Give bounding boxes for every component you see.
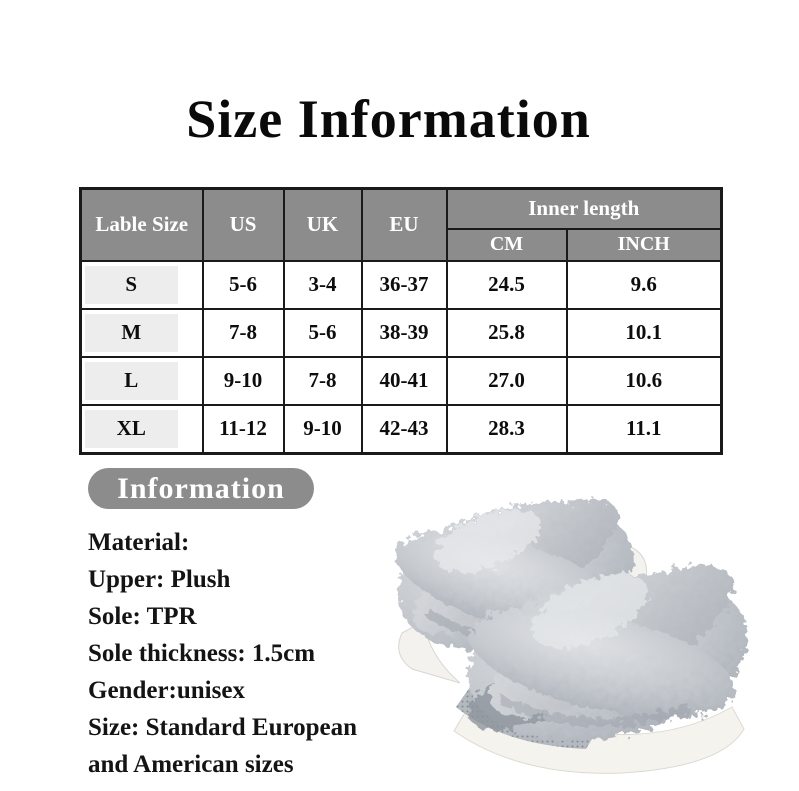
- cm-value: 24.5: [447, 261, 567, 309]
- us-value: 11-12: [203, 405, 284, 454]
- product-photo-slippers: [388, 483, 793, 785]
- table-row-s: [81, 261, 722, 309]
- info-line-gender: Gender:unisex: [88, 677, 245, 704]
- size-label: S: [85, 266, 178, 304]
- info-line-size-1: Size: Standard European: [88, 714, 358, 741]
- uk-value: 3-4: [284, 261, 362, 309]
- size-table: [79, 187, 723, 455]
- info-line-sole: Sole: TPR: [88, 603, 197, 630]
- cm-value: 28.3: [447, 405, 567, 454]
- cm-value: 27.0: [447, 357, 567, 405]
- product-info-text: [88, 524, 418, 783]
- table-row-m: [81, 309, 722, 357]
- uk-value: 7-8: [284, 357, 362, 405]
- information-heading-pill: [88, 468, 314, 509]
- table-row-xl: [81, 405, 722, 454]
- col-header-label-size: Lable Size: [81, 189, 203, 261]
- cm-value: 25.8: [447, 309, 567, 357]
- eu-value: 36-37: [362, 261, 447, 309]
- size-label: L: [85, 362, 178, 400]
- us-value: 7-8: [203, 309, 284, 357]
- inch-value: 10.6: [567, 357, 722, 405]
- info-line-upper: Upper: Plush: [88, 566, 231, 593]
- eu-value: 38-39: [362, 309, 447, 357]
- col-header-us: US: [203, 189, 284, 261]
- size-label: M: [85, 314, 178, 352]
- information-heading-label: Information: [117, 471, 285, 505]
- uk-value: 5-6: [284, 309, 362, 357]
- inch-value: 10.1: [567, 309, 722, 357]
- size-label: XL: [85, 410, 178, 448]
- inch-value: 11.1: [567, 405, 722, 454]
- table-row-l: [81, 357, 722, 405]
- col-header-inner-length: Inner length: [447, 189, 722, 229]
- us-value: 5-6: [203, 261, 284, 309]
- inch-value: 9.6: [567, 261, 722, 309]
- eu-value: 40-41: [362, 357, 447, 405]
- us-value: 9-10: [203, 357, 284, 405]
- info-line-material: Material:: [88, 529, 190, 556]
- slippers-illustration: [388, 483, 793, 785]
- eu-value: 42-43: [362, 405, 447, 454]
- info-line-sole-thickness: Sole thickness: 1.5cm: [88, 640, 316, 667]
- col-header-cm: CM: [447, 229, 567, 261]
- col-header-uk: UK: [284, 189, 362, 261]
- col-header-eu: EU: [362, 189, 447, 261]
- uk-value: 9-10: [284, 405, 362, 454]
- page-title: Size Information: [186, 89, 591, 149]
- info-line-size-2: and American sizes: [88, 751, 294, 778]
- col-header-inch: INCH: [567, 229, 722, 261]
